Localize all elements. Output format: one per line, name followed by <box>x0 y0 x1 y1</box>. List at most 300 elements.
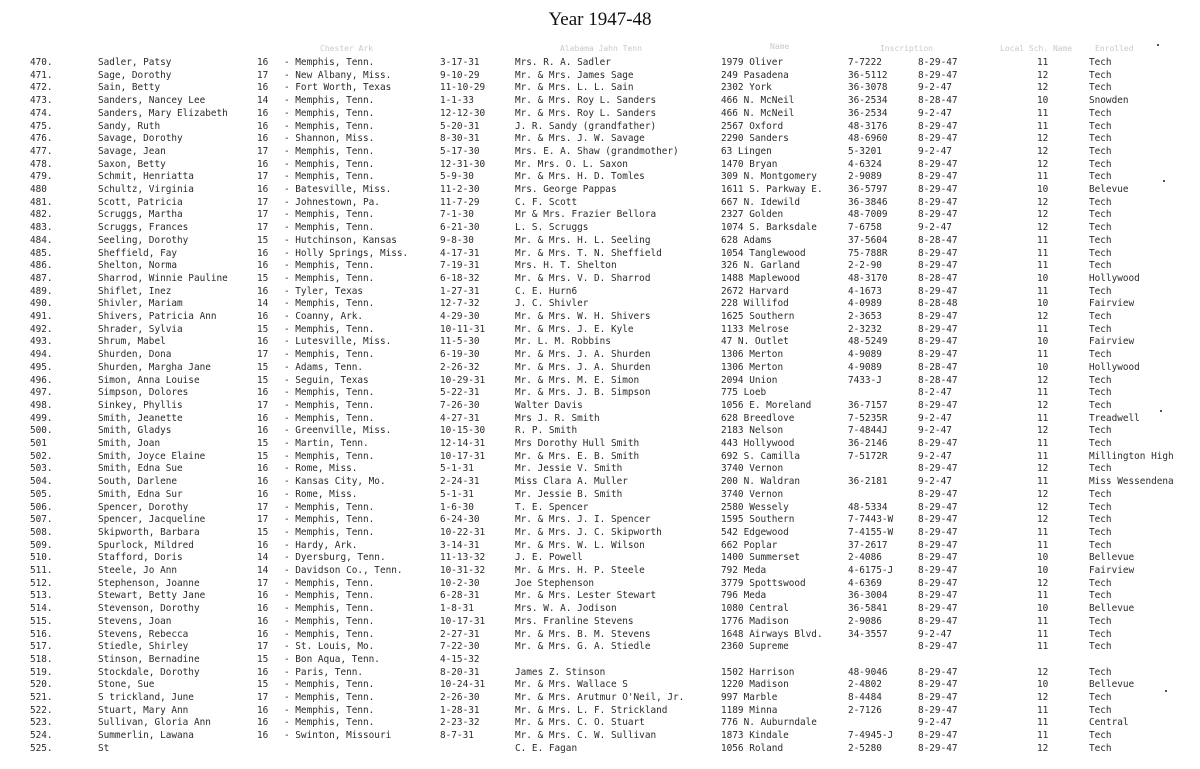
student-age: 16 <box>257 387 269 399</box>
enrollment-date: 8-29-47 <box>918 704 958 716</box>
register-row <box>0 81 1200 94</box>
entry-number: 517. <box>30 641 53 653</box>
parent-name: Mr. L. M. Robbins <box>515 336 611 348</box>
parent-name: Mr. & Mrs. J. A. Shurden <box>515 361 651 373</box>
grade-level: 12 <box>1037 311 1049 322</box>
entry-number: 470. <box>30 57 53 68</box>
home-address: 775 Loeb <box>721 387 767 399</box>
entry-number: 500. <box>30 425 53 437</box>
home-address: 1054 Tanglewood <box>721 247 806 259</box>
enrollment-date: 8-29-47 <box>918 730 958 742</box>
register-row <box>0 577 1200 590</box>
home-address: 792 Meda <box>721 565 767 576</box>
birthplace: - Memphis, Tenn. <box>284 323 375 335</box>
previous-school: Tech <box>1089 641 1112 653</box>
enrollment-date: 9-2-47 <box>918 145 952 157</box>
previous-school: Tech <box>1089 514 1112 526</box>
register-row <box>0 589 1200 602</box>
student-age: 17 <box>257 349 269 361</box>
register-row <box>0 691 1200 704</box>
student-age: 16 <box>257 247 269 259</box>
phone-number: 4-9089 <box>848 349 882 361</box>
birthplace: - Memphis, Tenn. <box>284 704 375 716</box>
previous-school: Tech <box>1089 742 1112 754</box>
previous-school: Tech <box>1089 501 1112 513</box>
grade-level: 12 <box>1037 692 1049 703</box>
enrollment-date: 8-29-47 <box>918 311 958 322</box>
student-age: 16 <box>257 311 269 322</box>
phone-number: 48-6960 <box>848 133 888 145</box>
student-age: 15 <box>257 374 269 386</box>
birth-date: 5-1-31 <box>440 463 474 475</box>
enrollment-date: 8-29-47 <box>918 590 958 602</box>
register-row <box>0 335 1200 348</box>
phone-number: 2-3653 <box>848 311 882 322</box>
entry-number: 501 <box>30 438 47 449</box>
student-age: 16 <box>257 425 269 437</box>
grade-level: 11 <box>1037 349 1049 361</box>
parent-name: Mr. & Mrs. M. E. Simon <box>515 374 640 386</box>
parent-name: C. E. Hurn6 <box>515 285 578 297</box>
entry-number: 513. <box>30 590 53 602</box>
entry-number: 487. <box>30 272 53 284</box>
register-row <box>0 259 1200 272</box>
register-row <box>0 462 1200 475</box>
enrollment-date: 8-29-47 <box>918 349 958 361</box>
parent-name: Mr. & Mrs. T. N. Sheffield <box>515 247 662 259</box>
student-age: 17 <box>257 692 269 703</box>
student-name: Stevens, Joan <box>98 615 172 627</box>
birthplace: - Davidson Co., Tenn. <box>284 565 403 576</box>
student-name: Smith, Gladys <box>98 425 172 437</box>
birthplace: - Memphis, Tenn. <box>284 501 375 513</box>
enrollment-date: 8-29-47 <box>918 57 958 68</box>
entry-number: 481. <box>30 196 53 208</box>
entry-number: 496. <box>30 374 53 386</box>
student-name: Stinson, Bernadine <box>98 653 200 665</box>
home-address: 776 N. Auburndale <box>721 717 817 729</box>
register-row <box>0 475 1200 488</box>
student-age: 16 <box>257 107 269 119</box>
enrollment-date: 8-28-48 <box>918 298 958 310</box>
phone-number: 7-5172R <box>848 450 888 462</box>
grade-level: 10 <box>1037 298 1049 310</box>
grade-level: 12 <box>1037 742 1049 754</box>
home-address: 1648 Airways Blvd. <box>721 628 823 640</box>
enrollment-date: 8-29-47 <box>918 615 958 627</box>
student-name: Shiflet, Inez <box>98 285 172 297</box>
register-row <box>0 120 1200 133</box>
student-age: 14 <box>257 565 269 576</box>
grade-level: 12 <box>1037 399 1049 411</box>
phone-number: 7-6758 <box>848 222 882 234</box>
home-address: 1133 Melrose <box>721 323 789 335</box>
enrollment-date: 9-2-47 <box>918 450 952 462</box>
birthplace: - Memphis, Tenn. <box>284 679 375 691</box>
entry-number: 502. <box>30 450 53 462</box>
phone-number: 5-3201 <box>848 145 882 157</box>
entry-number: 520. <box>30 679 53 691</box>
entry-number: 511. <box>30 565 53 576</box>
previous-school: Tech <box>1089 234 1112 246</box>
student-age: 14 <box>257 95 269 107</box>
home-address: 1625 Southern <box>721 311 795 322</box>
register-row <box>0 539 1200 552</box>
phone-number: 36-5797 <box>848 184 888 195</box>
birth-date: 10-24-31 <box>440 679 486 691</box>
previous-school: Tech <box>1089 399 1112 411</box>
register-row <box>0 551 1200 564</box>
previous-school: Miss Wessendena <box>1089 476 1174 488</box>
grade-level: 12 <box>1037 133 1049 145</box>
student-age: 16 <box>257 603 269 615</box>
birthplace: - Memphis, Tenn. <box>284 526 375 538</box>
enrollment-date: 8-29-47 <box>918 552 958 564</box>
birth-date: 10-17-31 <box>440 450 486 462</box>
student-age: 16 <box>257 133 269 145</box>
grade-level: 11 <box>1037 412 1049 424</box>
student-age: 16 <box>257 336 269 348</box>
home-address: 628 Adams <box>721 234 772 246</box>
phone-number: 2-7126 <box>848 704 882 716</box>
parent-name: J. C. Shivler <box>515 298 589 310</box>
student-name: Spencer, Jacqueline <box>98 514 206 526</box>
birth-date: 2-26-30 <box>440 692 480 703</box>
phone-number: 75-788R <box>848 247 888 259</box>
enrollment-date: 8-28-47 <box>918 95 958 107</box>
grade-level: 12 <box>1037 82 1049 94</box>
register-row <box>0 488 1200 501</box>
phone-number: 48-3170 <box>848 272 888 284</box>
birth-date: 10-29-31 <box>440 374 486 386</box>
birth-date: 4-29-30 <box>440 311 480 322</box>
grade-level: 11 <box>1037 107 1049 119</box>
entry-number: 477. <box>30 145 53 157</box>
birth-date: 10-11-31 <box>440 323 486 335</box>
student-age: 16 <box>257 184 269 195</box>
parent-name: L. S. Scruggs <box>515 222 589 234</box>
home-address: 228 Willifod <box>721 298 789 310</box>
previous-school: Tech <box>1089 374 1112 386</box>
register-row <box>0 501 1200 514</box>
birth-date: 2-23-32 <box>440 717 480 729</box>
home-address: 309 N. Montgomery <box>721 171 817 183</box>
birthplace: - Tyler, Texas <box>284 285 364 297</box>
enrollment-date: 8-29-47 <box>918 666 958 678</box>
student-age: 15 <box>257 679 269 691</box>
grade-level: 10 <box>1037 272 1049 284</box>
home-address: 2183 Nelson <box>721 425 784 437</box>
student-age: 16 <box>257 120 269 132</box>
enrollment-date: 8-29-47 <box>918 526 958 538</box>
birth-date: 1-1-33 <box>440 95 474 107</box>
entry-number: 472. <box>30 82 53 94</box>
birthplace: - Memphis, Tenn. <box>284 57 375 68</box>
birthplace: - Memphis, Tenn. <box>284 171 375 183</box>
entry-number: 493. <box>30 336 53 348</box>
previous-school: Tech <box>1089 158 1112 170</box>
home-address: 3740 Vernon <box>721 463 784 475</box>
parent-name: Mrs. H. T. Shelton <box>515 260 617 272</box>
grade-level: 11 <box>1037 247 1049 259</box>
previous-school: Tech <box>1089 107 1112 119</box>
register-row <box>0 666 1200 679</box>
entry-number: 507. <box>30 514 53 526</box>
birth-date: 11-13-32 <box>440 552 486 564</box>
student-name: Shivler, Mariam <box>98 298 183 310</box>
birthplace: - New Albany, Miss. <box>284 69 392 81</box>
student-age: 16 <box>257 463 269 475</box>
previous-school: Tech <box>1089 57 1112 68</box>
student-name: Spencer, Dorothy <box>98 501 189 513</box>
birth-date: 4-17-31 <box>440 247 480 259</box>
student-name: Saxon, Betty <box>98 158 166 170</box>
student-name: Sanders, Mary Elizabeth <box>98 107 228 119</box>
enrollment-date: 8-29-47 <box>918 399 958 411</box>
previous-school: Hollywood <box>1089 361 1140 373</box>
birth-date: 8-7-31 <box>440 730 474 742</box>
birth-date: 5-20-31 <box>440 120 480 132</box>
birthplace: - Hutchinson, Kansas <box>284 234 397 246</box>
parent-name: James Z. Stinson <box>515 666 606 678</box>
birthplace: - Paris, Tenn. <box>284 666 364 678</box>
home-address: 1979 Oliver <box>721 57 784 68</box>
entry-number: 498. <box>30 399 53 411</box>
student-name: Smith, Joan <box>98 438 161 449</box>
previous-school: Tech <box>1089 387 1112 399</box>
home-address: 466 N. McNeil <box>721 107 795 119</box>
birthplace: - Memphis, Tenn. <box>284 260 375 272</box>
phone-number: 2-2-90 <box>848 260 882 272</box>
birthplace: - Memphis, Tenn. <box>284 577 375 589</box>
home-address: 2672 Harvard <box>721 285 789 297</box>
register-row <box>0 361 1200 374</box>
enrollment-date: 9-2-47 <box>918 222 952 234</box>
student-age: 16 <box>257 488 269 500</box>
parent-name: Mr. & Mrs. James Sage <box>515 69 634 81</box>
enrollment-date: 8-29-47 <box>918 285 958 297</box>
enrollment-date: 9-2-47 <box>918 82 952 94</box>
student-age: 16 <box>257 704 269 716</box>
phone-number: 48-5249 <box>848 336 888 348</box>
grade-level: 12 <box>1037 425 1049 437</box>
register-row <box>0 615 1200 628</box>
edge-mark <box>1160 410 1162 412</box>
previous-school: Tech <box>1089 285 1112 297</box>
register-row <box>0 208 1200 221</box>
birthplace: - Johnestown, Pa. <box>284 196 380 208</box>
previous-school: Tech <box>1089 488 1112 500</box>
grade-level: 12 <box>1037 158 1049 170</box>
student-age: 16 <box>257 476 269 488</box>
parent-name: Miss Clara A. Muller <box>515 476 628 488</box>
grade-level: 10 <box>1037 679 1049 691</box>
birthplace: - Memphis, Tenn. <box>284 412 375 424</box>
parent-name: R. P. Smith <box>515 425 578 437</box>
bleed-through-fragment: Local Sch. Name <box>1000 44 1073 53</box>
grade-level: 11 <box>1037 476 1049 488</box>
enrollment-date: 8-28-47 <box>918 361 958 373</box>
home-address: 1611 S. Parkway E. <box>721 184 823 195</box>
register-row <box>0 107 1200 120</box>
previous-school: Tech <box>1089 730 1112 742</box>
student-age: 16 <box>257 285 269 297</box>
student-name: Simon, Anna Louise <box>98 374 200 386</box>
birthplace: - Memphis, Tenn. <box>284 272 375 284</box>
phone-number: 36-3078 <box>848 82 888 94</box>
home-address: 1306 Merton <box>721 361 784 373</box>
home-address: 1220 Madison <box>721 679 789 691</box>
previous-school: Tech <box>1089 692 1112 703</box>
entry-number: 471. <box>30 69 53 81</box>
grade-level: 11 <box>1037 526 1049 538</box>
previous-school: Snowden <box>1089 95 1129 107</box>
grade-level: 12 <box>1037 145 1049 157</box>
student-age: 16 <box>257 730 269 742</box>
parent-name: Mr. Jessie B. Smith <box>515 488 623 500</box>
phone-number: 36-2181 <box>848 476 888 488</box>
birth-date: 5-22-31 <box>440 387 480 399</box>
parent-name: Mrs J. R. Smith <box>515 412 600 424</box>
register-row <box>0 348 1200 361</box>
register-row <box>0 526 1200 539</box>
student-name: Scruggs, Frances <box>98 222 189 234</box>
previous-school: Hollywood <box>1089 272 1140 284</box>
entry-number: 499. <box>30 412 53 424</box>
entry-number: 475. <box>30 120 53 132</box>
grade-level: 11 <box>1037 285 1049 297</box>
previous-school: Tech <box>1089 171 1112 183</box>
grade-level: 10 <box>1037 336 1049 348</box>
birth-date: 1-27-31 <box>440 285 480 297</box>
enrollment-date: 8-29-47 <box>918 171 958 183</box>
register-row <box>0 94 1200 107</box>
previous-school: Bellevue <box>1089 679 1135 691</box>
enrollment-date: 8-29-47 <box>918 603 958 615</box>
grade-level: 12 <box>1037 577 1049 589</box>
birth-date: 7-19-31 <box>440 260 480 272</box>
parent-name: Mr. & Mrs. W. L. Wilson <box>515 539 645 551</box>
student-age: 15 <box>257 438 269 449</box>
birth-date: 5-9-30 <box>440 171 474 183</box>
home-address: 47 N. Outlet <box>721 336 789 348</box>
phone-number: 4-6369 <box>848 577 882 589</box>
parent-name: Mr. & Mrs. J. A. Shurden <box>515 349 651 361</box>
enrollment-date: 8-29-47 <box>918 692 958 703</box>
home-address: 997 Marble <box>721 692 778 703</box>
birthplace: - Seguin, Texas <box>284 374 369 386</box>
page-title: Year 1947-48 <box>548 9 652 30</box>
student-name: Stiedle, Shirley <box>98 641 189 653</box>
birthplace: - Memphis, Tenn. <box>284 387 375 399</box>
home-address: 1776 Madison <box>721 615 789 627</box>
previous-school: Central <box>1089 717 1129 729</box>
entry-number: 490. <box>30 298 53 310</box>
birthplace: - Memphis, Tenn. <box>284 590 375 602</box>
entry-number: 509. <box>30 539 53 551</box>
parent-name: Mr. & Mrs. J. C. Skipworth <box>515 526 662 538</box>
student-name: Savage, Jean <box>98 145 166 157</box>
parent-name: Mr. & Mrs. L. L. Sain <box>515 82 634 94</box>
grade-level: 11 <box>1037 171 1049 183</box>
student-age: 16 <box>257 628 269 640</box>
register-row <box>0 399 1200 412</box>
enrollment-date: 8-29-47 <box>918 184 958 195</box>
enrollment-date: 8-29-47 <box>918 488 958 500</box>
student-age: 15 <box>257 323 269 335</box>
parent-name: Walter Davis <box>515 399 583 411</box>
student-name: Sanders, Nancey Lee <box>98 95 206 107</box>
parent-name: Mrs Dorothy Hull Smith <box>515 438 640 449</box>
entry-number: 494. <box>30 349 53 361</box>
edge-mark <box>1165 690 1167 692</box>
home-address: 1595 Southern <box>721 514 795 526</box>
previous-school: Tech <box>1089 311 1112 322</box>
grade-level: 12 <box>1037 463 1049 475</box>
student-age: 16 <box>257 412 269 424</box>
grade-level: 10 <box>1037 565 1049 576</box>
parent-name: Mr. & Mrs. H. P. Steele <box>515 565 645 576</box>
birth-date: 1-6-30 <box>440 501 474 513</box>
enrollment-date: 8-28-47 <box>918 272 958 284</box>
bleed-through-fragment: Enrolled <box>1095 44 1134 53</box>
entry-number: 486. <box>30 260 53 272</box>
student-name: Shrum, Mabel <box>98 336 166 348</box>
home-address: 2580 Wessely <box>721 501 789 513</box>
previous-school: Tech <box>1089 222 1112 234</box>
student-name: Smith, Joyce Elaine <box>98 450 206 462</box>
entry-number: 497. <box>30 387 53 399</box>
previous-school: Millington High <box>1089 450 1174 462</box>
bleed-through-fragment: Name <box>770 42 790 51</box>
student-name: Spurlock, Mildred <box>98 539 194 551</box>
entry-number: 525. <box>30 742 53 754</box>
student-age: 15 <box>257 653 269 665</box>
phone-number: 36-3846 <box>848 196 888 208</box>
parent-name: Mr & Mrs. Frazier Bellora <box>515 209 657 221</box>
home-address: 200 N. Waldran <box>721 476 801 488</box>
parent-name: Mr. & Mrs. J. I. Spencer <box>515 514 651 526</box>
phone-number: 2-3232 <box>848 323 882 335</box>
grade-level: 10 <box>1037 184 1049 195</box>
entry-number: 505. <box>30 488 53 500</box>
enrollment-date: 8-29-47 <box>918 133 958 145</box>
grade-level: 12 <box>1037 514 1049 526</box>
birth-date: 12-7-32 <box>440 298 480 310</box>
birth-date: 6-24-30 <box>440 514 480 526</box>
parent-name: Mr. Mrs. O. L. Saxon <box>515 158 628 170</box>
previous-school: Tech <box>1089 577 1112 589</box>
birthplace: - Memphis, Tenn. <box>284 717 375 729</box>
grade-level: 11 <box>1037 717 1049 729</box>
student-age: 14 <box>257 552 269 564</box>
student-name: St <box>98 742 110 754</box>
parent-name: Mr. & Mrs. Roy L. Sanders <box>515 107 657 119</box>
phone-number: 36-5841 <box>848 603 888 615</box>
enrollment-date: 8-2-47 <box>918 387 952 399</box>
birth-date: 2-27-31 <box>440 628 480 640</box>
register-row <box>0 196 1200 209</box>
student-name: Steele, Jo Ann <box>98 565 178 576</box>
birth-date: 1-8-31 <box>440 603 474 615</box>
previous-school: Tech <box>1089 196 1112 208</box>
birth-date: 10-2-30 <box>440 577 480 589</box>
enrollment-date: 8-29-47 <box>918 438 958 449</box>
register-row <box>0 412 1200 425</box>
home-address: 1189 Minna <box>721 704 778 716</box>
phone-number: 36-2146 <box>848 438 888 449</box>
student-age: 16 <box>257 590 269 602</box>
